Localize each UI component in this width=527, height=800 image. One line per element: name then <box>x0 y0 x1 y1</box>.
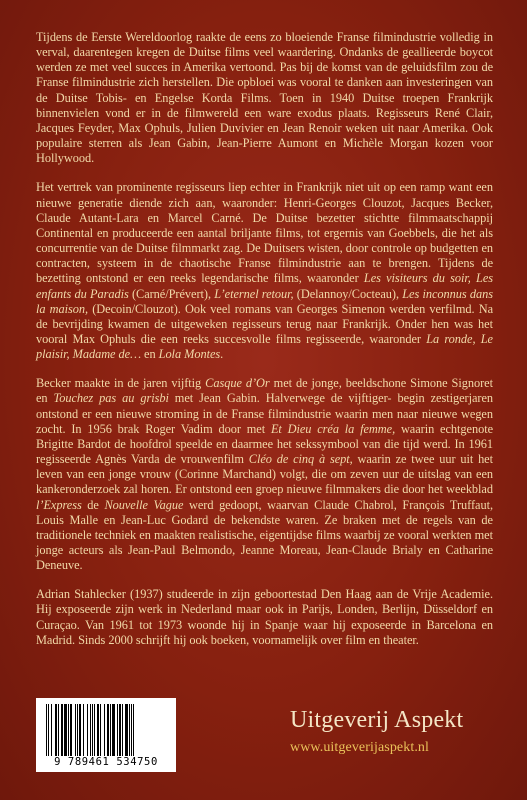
paragraph-nouvelle-vague <box>36 376 493 573</box>
barcode-bar <box>97 704 99 756</box>
film-title: Les inconnus dans la maison, <box>36 286 493 316</box>
film-title: l’Express <box>36 497 82 512</box>
barcode-bar <box>77 704 78 756</box>
film-title: Nouvelle Vague <box>104 497 184 512</box>
text-segment: Adrian Stahlecker (1937) studeerde in zijn geboortestad Den Haag aan de Vrije Academie. Hij exposeerde zijn werk in Nederland maar ook in Parijs, Londen, Berlijn, Düsseldorf en Curaçao. Van 1961 tot 1973 woonde hij in Spanje waar hij exposeerde in Barcelona en Madrid. Sinds 2000 schrijft hij ook boeken, voornamelijk over film en theater. <box>36 587 493 647</box>
barcode-bar <box>92 704 93 756</box>
barcode-bar <box>119 704 121 756</box>
barcode-bars <box>44 704 168 756</box>
barcode-bar <box>87 704 88 756</box>
isbn-number: 9 789461 534750 <box>54 756 158 768</box>
barcode-bar <box>90 704 91 756</box>
paragraph-occupation <box>36 180 493 362</box>
barcode-bar <box>68 704 69 756</box>
film-title: Les visiteurs du soir, Les enfants du Paradis <box>36 271 494 301</box>
film-title: Touchez pas au grisbi <box>53 391 169 406</box>
text-segment: . <box>220 347 224 362</box>
barcode-bar <box>46 704 47 756</box>
barcode-bar <box>58 704 59 756</box>
barcode-bar <box>64 704 67 756</box>
barcode-bar <box>110 704 111 756</box>
barcode-bar <box>79 704 81 756</box>
film-title: Lola Montes <box>158 347 221 362</box>
barcode-bar <box>55 704 57 756</box>
text-segment: waarin ze twee uur uit het leven van een jonge vrouw (Corinne Marchand) volgt, die om zeven uur de uitslag van een kankeronderzoek zal horen. Er ontstond een groep nieuwe filmmakers die door het weekblad <box>36 452 493 497</box>
barcode-bar <box>107 704 109 756</box>
publisher-name: Uitgeverij Aspekt <box>290 707 464 733</box>
barcode-bar <box>122 704 123 756</box>
text-segment: Tijdens de Eerste Wereldoorlog raakte de eens zo bloeiende Franse filmindustrie volledig in verval, daarentegen kregen de Duitse films veel waardering. Ondanks de geallieerde boycot werden ze met veel succes in Amerika vertoond. Pas bij de komst van de geluidsfilm zou de Franse filmindustrie zich herstellen. Die opbloei was vooral te danken aan investeringen van de Duitse Tobis- en Engelse Korda Films. Toen in 1940 Duitse troepen Frankrijk binnenvielen vond er in de filmwereld een ware exodus plaats. Regisseurs René Clair, Jacques Feyder, Max Ophuls, Julien Duvivier en Jean Renoir weken uit naar Amerika. Ook populaire sterren als Jean Gabin, Jean-Pierre Aumont en Michèle Morgan kozen voor Hollywood. <box>36 30 493 166</box>
film-title: La ronde, Le plaisir, Madame de… <box>36 331 493 362</box>
isbn-barcode <box>36 698 176 772</box>
text-segment: (Carné/Prévert), <box>128 286 215 301</box>
barcode-bar <box>61 704 63 756</box>
film-title: Casque d’Or <box>205 376 270 391</box>
text-segment: Becker maakte in de jaren vijftig <box>36 376 206 391</box>
barcode-bar <box>133 704 134 756</box>
text-segment: waarin echtgenote Brigitte Bardot de hoofdrol speelde en daarmee het sekssymbool van die tijd werd. In 1961 regisseerde Agnès Varda de vrouwenfilm <box>36 421 494 467</box>
barcode-bar <box>104 704 105 756</box>
barcode-bar <box>117 704 118 756</box>
barcode-bar <box>100 704 101 756</box>
text-segment: Het vertrek van prominente regisseurs liep echter in Frankrijk niet uit op een ramp want een nieuwe generatie diende zich aan, waaronder: Henri-Georges Clouzot, Jacques Becker, Claude Autant-Lara en Marcel Carné. De Duitse bezetter stichtte filmmaatschappij Continental en produceerde een aantal briljante films, tot ergernis van Goebbels, die het als concurrentie van de Duitse filmmarkt zag. De Duitsers wisten, door controle op budgetten en contracten, systeem in de chaotische Franse filmindustrie aan te brengen. Tijdens de bezetting ontstond er een reeks legendarische films, waaronder <box>36 180 493 286</box>
barcode-bar <box>51 704 52 756</box>
text-segment: werd gedoopt, waarvan Claude Chabrol, François Truffaut, Louis Malle en Jean-Luc Godard de bekendste waren. Ze braken met de regels van de traditionele techniek en maakten realistische, eigentijdse films waarbij ze vooral werkten met jonge acteurs als Jean-Paul Belmondo, Jeanne Moreau, Jean-Claude Brialy en Catharine Deneuve. <box>36 497 493 573</box>
barcode-bar <box>75 704 76 756</box>
barcode-bar <box>48 704 49 756</box>
paragraph-intro <box>36 30 493 166</box>
text-segment: met Jean Gabin. Halverwege de vijftiger- begin zestigerjaren ontstond er een nieuwe stroming in de Franse filmindustrie waarin men naar nieuwe wegen zocht. In 1956 brak Roger Vadim door met <box>36 391 493 436</box>
text-segment: de <box>81 497 105 512</box>
barcode-bar <box>112 704 115 756</box>
publisher-block <box>290 707 490 756</box>
text-segment: met de jonge, beeldschone Simone Signoret en <box>36 376 493 406</box>
barcode-bar <box>125 704 128 756</box>
barcode-bar <box>83 704 84 756</box>
barcode-bar <box>129 704 130 756</box>
film-title: L’eternel retour, <box>214 286 294 301</box>
text-segment: en <box>141 347 159 362</box>
barcode-bar <box>131 704 132 756</box>
text-segment: (Delannoy/Cocteau), <box>293 286 403 301</box>
publisher-url[interactable]: www.uitgeverijaspekt.nl <box>290 740 430 755</box>
barcode-bar <box>70 704 72 756</box>
back-cover-text <box>36 30 493 662</box>
film-title: Cléo de cinq à sept, <box>248 452 353 467</box>
barcode-bar <box>94 704 95 756</box>
paragraph-author-bio <box>36 587 493 648</box>
text-segment: (Decoin/Clouzot). Ook veel romans van Georges Simenon werden verfilmd. Na de bevrijding kwamen de uitgeweken regisseurs terug naar Frankrijk. Onder hen was het vooral Max Ophuls die een reeks succesvolle films regisseerde, waaronder <box>36 301 493 346</box>
film-title: Et Dieu créa la femme, <box>270 421 396 436</box>
